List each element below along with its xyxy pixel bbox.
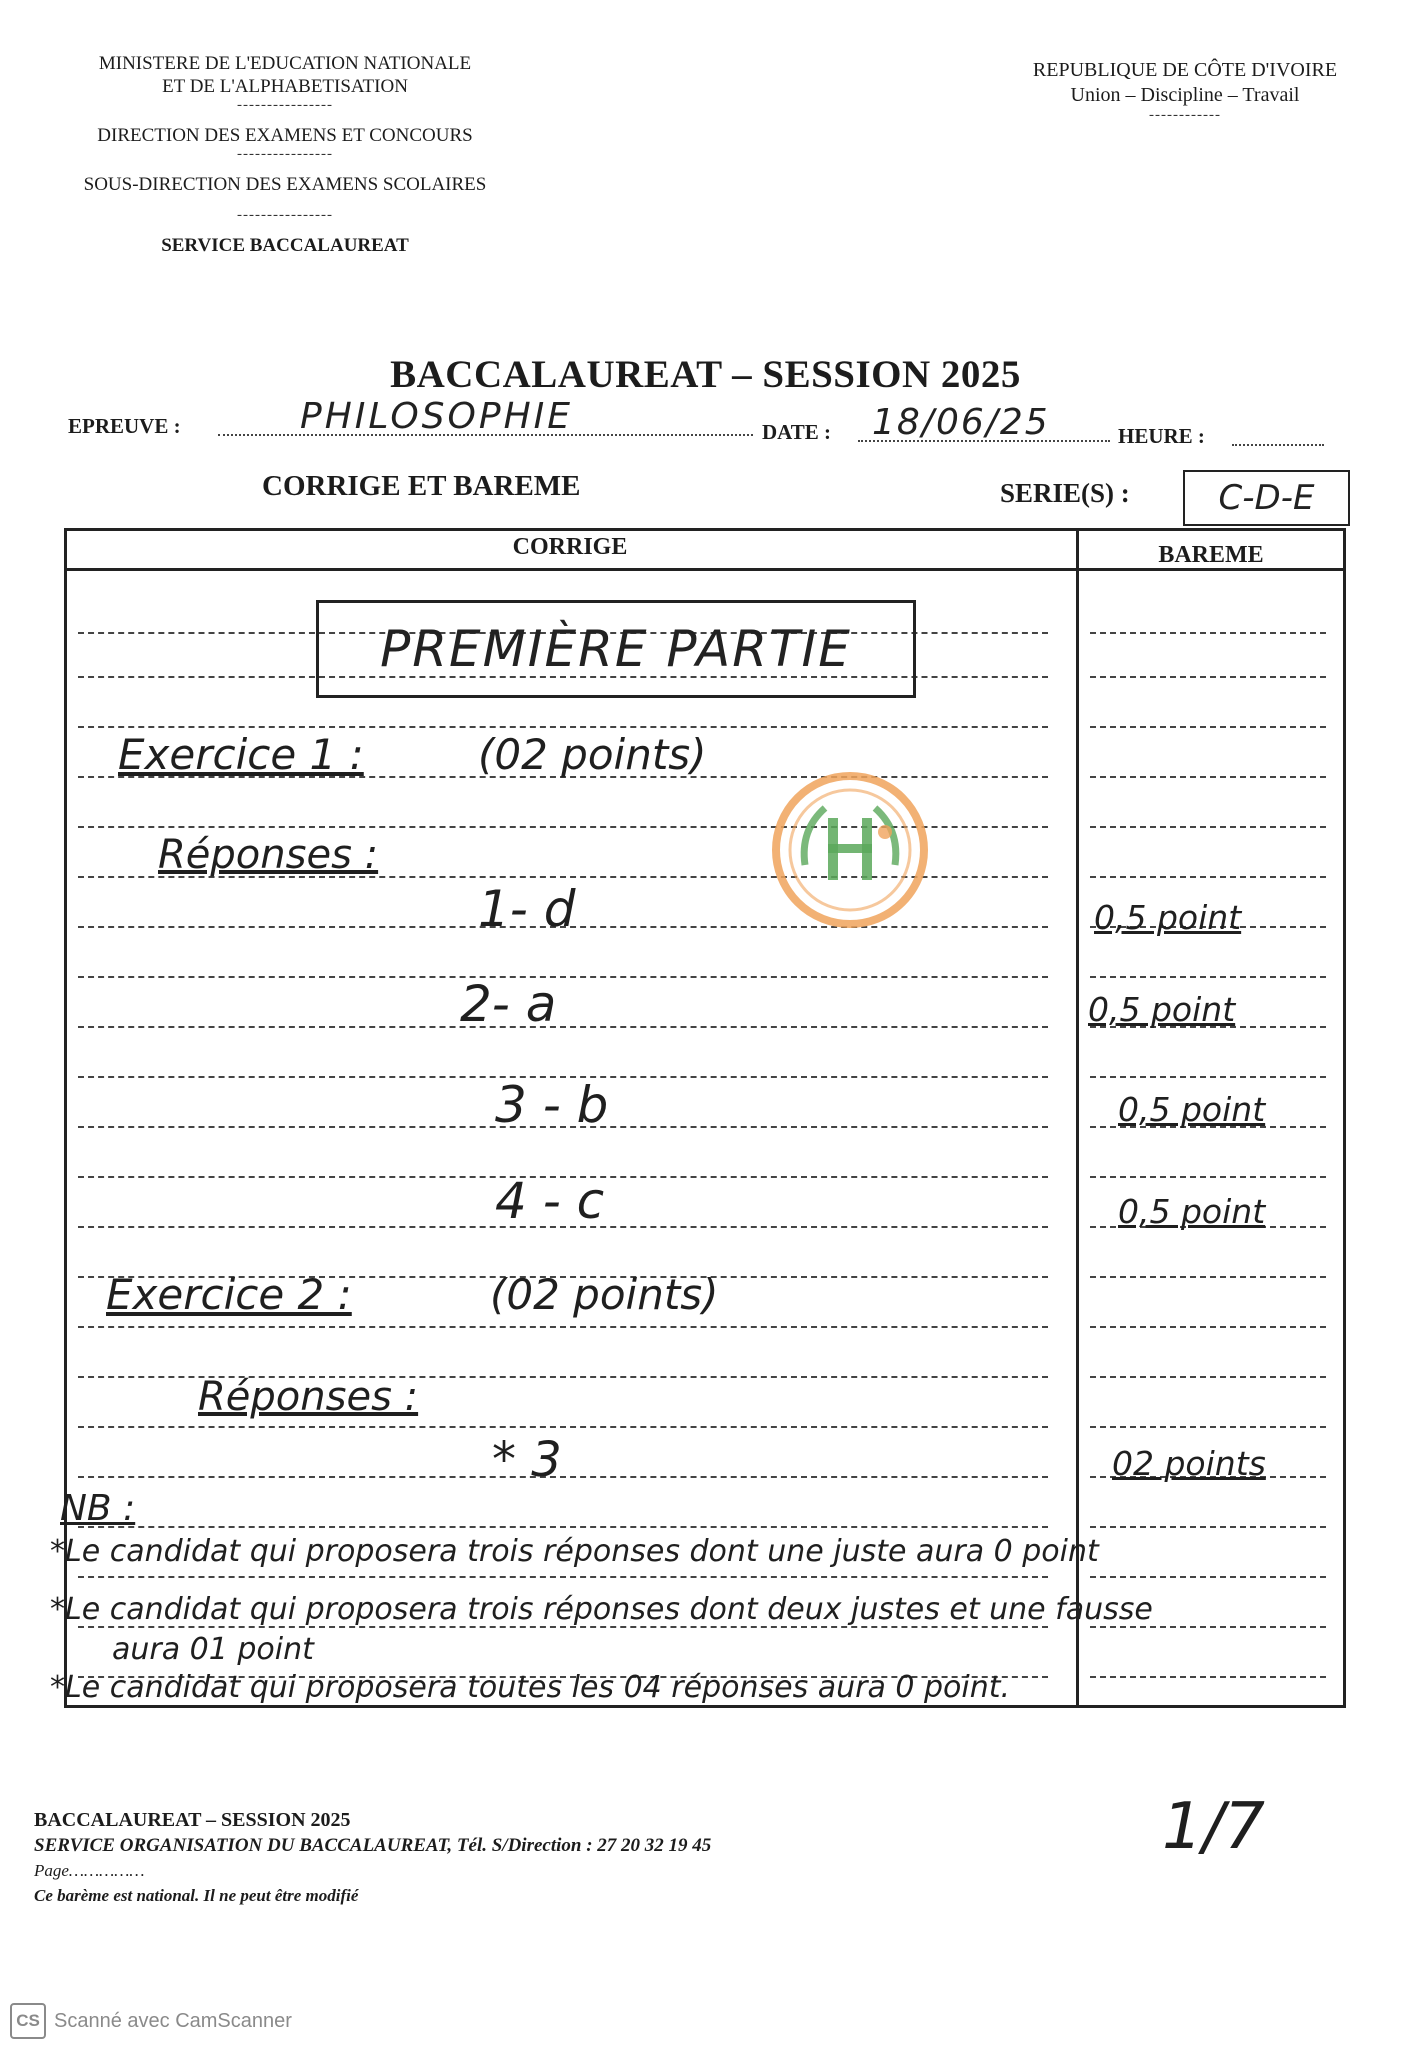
nb-label: NB : <box>60 1488 136 1529</box>
service: SERVICE BACCALAUREAT <box>161 235 409 256</box>
exercise2-title: Exercice 2 : <box>106 1270 352 1319</box>
col-bareme-header: BAREME <box>1158 542 1264 568</box>
exercise2-responses-label: Réponses : <box>198 1374 419 1420</box>
footer-session: BACCALAUREAT – SESSION 2025 <box>34 1809 351 1831</box>
nb-line2b: aura 01 point <box>112 1632 314 1667</box>
header-republic <box>990 58 1380 122</box>
nb-line1: *Le candidat qui proposera trois réponses dont une juste aura 0 point <box>50 1534 1099 1569</box>
exam-title: BACCALAUREAT – SESSION 2025 <box>390 353 1021 396</box>
exercise2-points: (02 points) <box>490 1270 719 1319</box>
scanner-text: Scanné avec CamScanner <box>54 2009 292 2032</box>
direction: DIRECTION DES EXAMENS ET CONCOURS <box>97 125 473 146</box>
ruled-line <box>1090 1176 1326 1178</box>
ruled-line <box>78 726 1048 728</box>
ruled-line <box>1090 1376 1326 1378</box>
footer <box>34 1808 711 1908</box>
exercise1-points: (02 points) <box>478 730 707 779</box>
score-3: 0,5 point <box>1118 1090 1266 1129</box>
score-4: 0,5 point <box>1118 1192 1266 1231</box>
ruled-line <box>1090 976 1326 978</box>
exercise2-answer: * 3 <box>492 1432 562 1488</box>
ruled-line <box>1090 826 1326 828</box>
ruled-line <box>1090 726 1326 728</box>
subtitle: CORRIGE ET BAREME <box>262 470 581 502</box>
official-seal-icon <box>770 770 930 930</box>
heure-dots <box>1232 444 1324 446</box>
ruled-line <box>1090 1326 1326 1328</box>
ruled-line <box>1090 1576 1326 1578</box>
part-title: PREMIÈRE PARTIE <box>380 620 852 678</box>
scanner-watermark <box>10 2003 292 2039</box>
ministry-line2: ET DE L'ALPHABETISATION <box>162 76 408 97</box>
ruled-line <box>1090 1676 1326 1678</box>
separator: ------------ <box>1149 107 1221 123</box>
col-corrige-header: CORRIGE <box>512 534 628 560</box>
footer-note: Ce barème est national. Il ne peut être modifié <box>34 1886 359 1905</box>
epreuve-value: PHILOSOPHIE <box>300 396 574 437</box>
score-1: 0,5 point <box>1094 898 1242 937</box>
ruled-line <box>1090 1076 1326 1078</box>
ruled-line <box>1090 1526 1326 1528</box>
ruled-line <box>1090 676 1326 678</box>
header-ministry <box>60 52 510 257</box>
ruled-line <box>78 1526 1048 1528</box>
ruled-line <box>78 1476 1048 1478</box>
motto: Union – Discipline – Travail <box>1070 84 1300 106</box>
ruled-line <box>78 976 1048 978</box>
heure-label: HEURE : <box>1118 424 1205 448</box>
exercise1-title: Exercice 1 : <box>118 730 364 779</box>
exercise1-responses-label: Réponses : <box>158 832 379 878</box>
series-box <box>1183 470 1350 526</box>
nb-line2: *Le candidat qui proposera trois réponses dont deux justes et une fausse <box>50 1592 1153 1627</box>
ruled-line <box>78 1326 1048 1328</box>
date-label: DATE : <box>762 420 832 444</box>
ministry-line1: MINISTERE DE L'EDUCATION NATIONALE <box>98 53 472 74</box>
footer-service: SERVICE ORGANISATION DU BACCALAUREAT, Tél. S/Direction : 27 20 32 19 45 <box>34 1835 712 1856</box>
series-value: C-D-E <box>1218 478 1315 518</box>
separator: ---------------- <box>237 207 333 223</box>
date-value: 18/06/25 <box>872 402 1050 443</box>
exercise2-score: 02 points <box>1112 1444 1266 1483</box>
series-label: SERIE(S) : <box>1000 478 1130 508</box>
camscanner-logo-icon: CS <box>10 2003 46 2039</box>
ruled-line <box>1090 1426 1326 1428</box>
ruled-line <box>78 1576 1048 1578</box>
column-separator <box>1076 528 1079 1708</box>
ruled-line <box>78 1426 1048 1428</box>
country: REPUBLIQUE DE CÔTE D'IVOIRE <box>1032 59 1338 81</box>
separator: ---------------- <box>237 146 333 162</box>
ruled-line <box>1090 632 1326 634</box>
page-number: 1/7 <box>1162 1790 1265 1864</box>
answer-4: 4 - c <box>495 1172 605 1230</box>
ruled-line <box>1090 876 1326 878</box>
part-title-box <box>316 600 916 698</box>
answer-3: 3 - b <box>495 1076 609 1134</box>
footer-page: Page…………… <box>34 1861 145 1880</box>
sub-direction: SOUS-DIRECTION DES EXAMENS SCOLAIRES <box>83 174 487 195</box>
ruled-line <box>1090 1276 1326 1278</box>
ruled-line <box>1090 776 1326 778</box>
separator: ---------------- <box>237 97 333 113</box>
answer-2: 2- a <box>460 975 557 1033</box>
score-2: 0,5 point <box>1088 990 1236 1029</box>
answer-1: 1- d <box>478 880 576 938</box>
epreuve-label: EPREUVE : <box>68 414 181 438</box>
ruled-line <box>78 1026 1048 1028</box>
nb-line3: *Le candidat qui proposera toutes les 04 réponses aura 0 point. <box>50 1670 1011 1705</box>
